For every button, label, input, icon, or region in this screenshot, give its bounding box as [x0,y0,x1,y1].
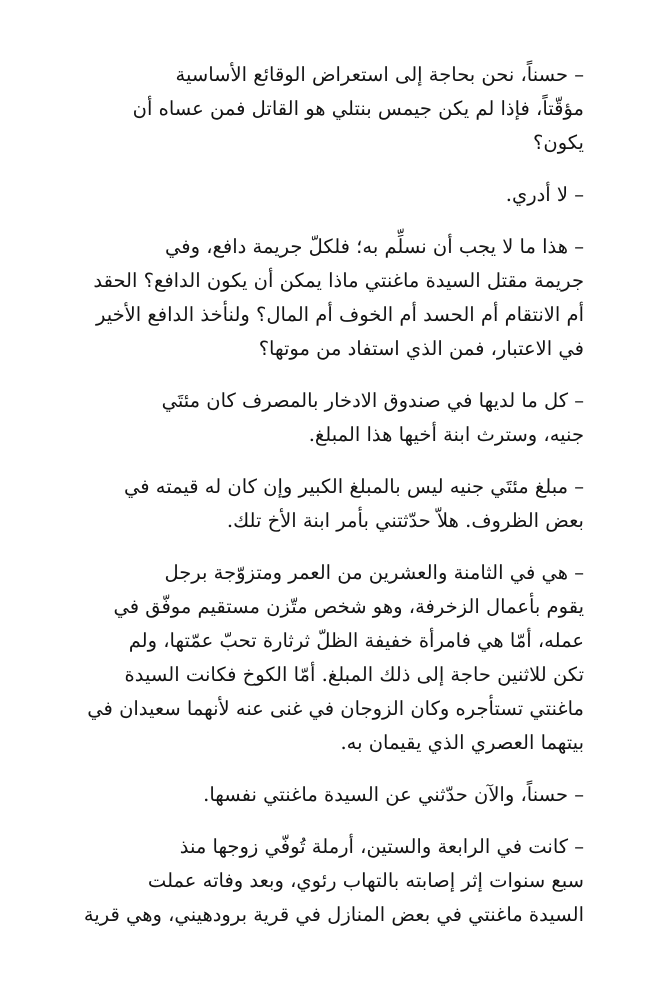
dialogue-paragraph-4 [64,384,584,452]
text-line: عمله، أمّا هي فامرأة خفيفة الظلّ ثرثارة تحبّ عمّتها، ولم [128,629,584,652]
text-line: يقوم بأعمال الزخرفة، وهو شخص متّزن مستقيم موفّق في [113,595,584,618]
text-line: – مبلغ مئتَي جنيه ليس بالمبلغ الكبير وإن كان له قيمته في [124,475,584,498]
text-line: يكون؟ [533,131,584,154]
text-line: أم الانتقام أم الحسد أم الخوف أم المال؟ ولنأخذ الدافع الأخير [95,303,584,326]
text-line: ماغنتي تستأجره وكان الزوجان في غنى عنه لأنهما سعيدان في [87,697,584,720]
text-line: جنيه، وسترث ابنة أخيها هذا المبلغ. [308,423,584,446]
text-line: مؤقّتاً، فإذا لم يكن جيمس بنتلي هو القاتل فمن عساه أن [132,97,584,120]
dialogue-paragraph-5 [64,470,584,538]
dialogue-paragraph-8 [64,830,584,932]
text-line: – هذا ما لا يجب أن نسلِّم به؛ فلكلّ جريمة دافع، وفي [165,235,584,258]
dialogue-paragraph-2 [64,178,584,212]
text-line: تكن للاثنين حاجة إلى ذلك المبلغ. أمّا الكوخ فكانت السيدة [124,663,584,686]
dialogue-paragraph-7 [64,778,584,812]
text-line: بعض الظروف. هلاّ حدّثتني بأمر ابنة الأخ تلك. [226,509,584,532]
dialogue-paragraph-3 [64,230,584,366]
dialogue-paragraph-6 [64,556,584,760]
text-line: بيتهما العصري الذي يقيمان به. [340,731,584,754]
text-line: سبع سنوات إثر إصابته بالتهاب رئوي، وبعد وفاته عملت [147,869,584,892]
text-line: جريمة مقتل السيدة ماغنتي ماذا يمكن أن يكون الدافع؟ الحقد [93,269,584,292]
text-line: – لا أدري. [505,183,584,206]
text-line: – حسناً، والآن حدّثني عن السيدة ماغنتي نفسها. [203,783,584,806]
text-line: السيدة ماغنتي في بعض المنازل في قرية برودهيني، وهي قرية [83,903,584,926]
text-line: في الاعتبار، فمن الذي استفاد من موتها؟ [258,337,584,360]
text-line: – هي في الثامنة والعشرين من العمر ومتزوّجة برجل [164,561,584,584]
book-page [64,58,584,950]
dialogue-paragraph-1 [64,58,584,160]
text-line: – حسناً، نحن بحاجة إلى استعراض الوقائع الأساسية [175,63,584,86]
text-line: – كانت في الرابعة والستين، أرملة تُوفّي زوجها منذ [179,835,584,858]
text-line: – كل ما لديها في صندوق الادخار بالمصرف كان مئتَي [161,389,584,412]
